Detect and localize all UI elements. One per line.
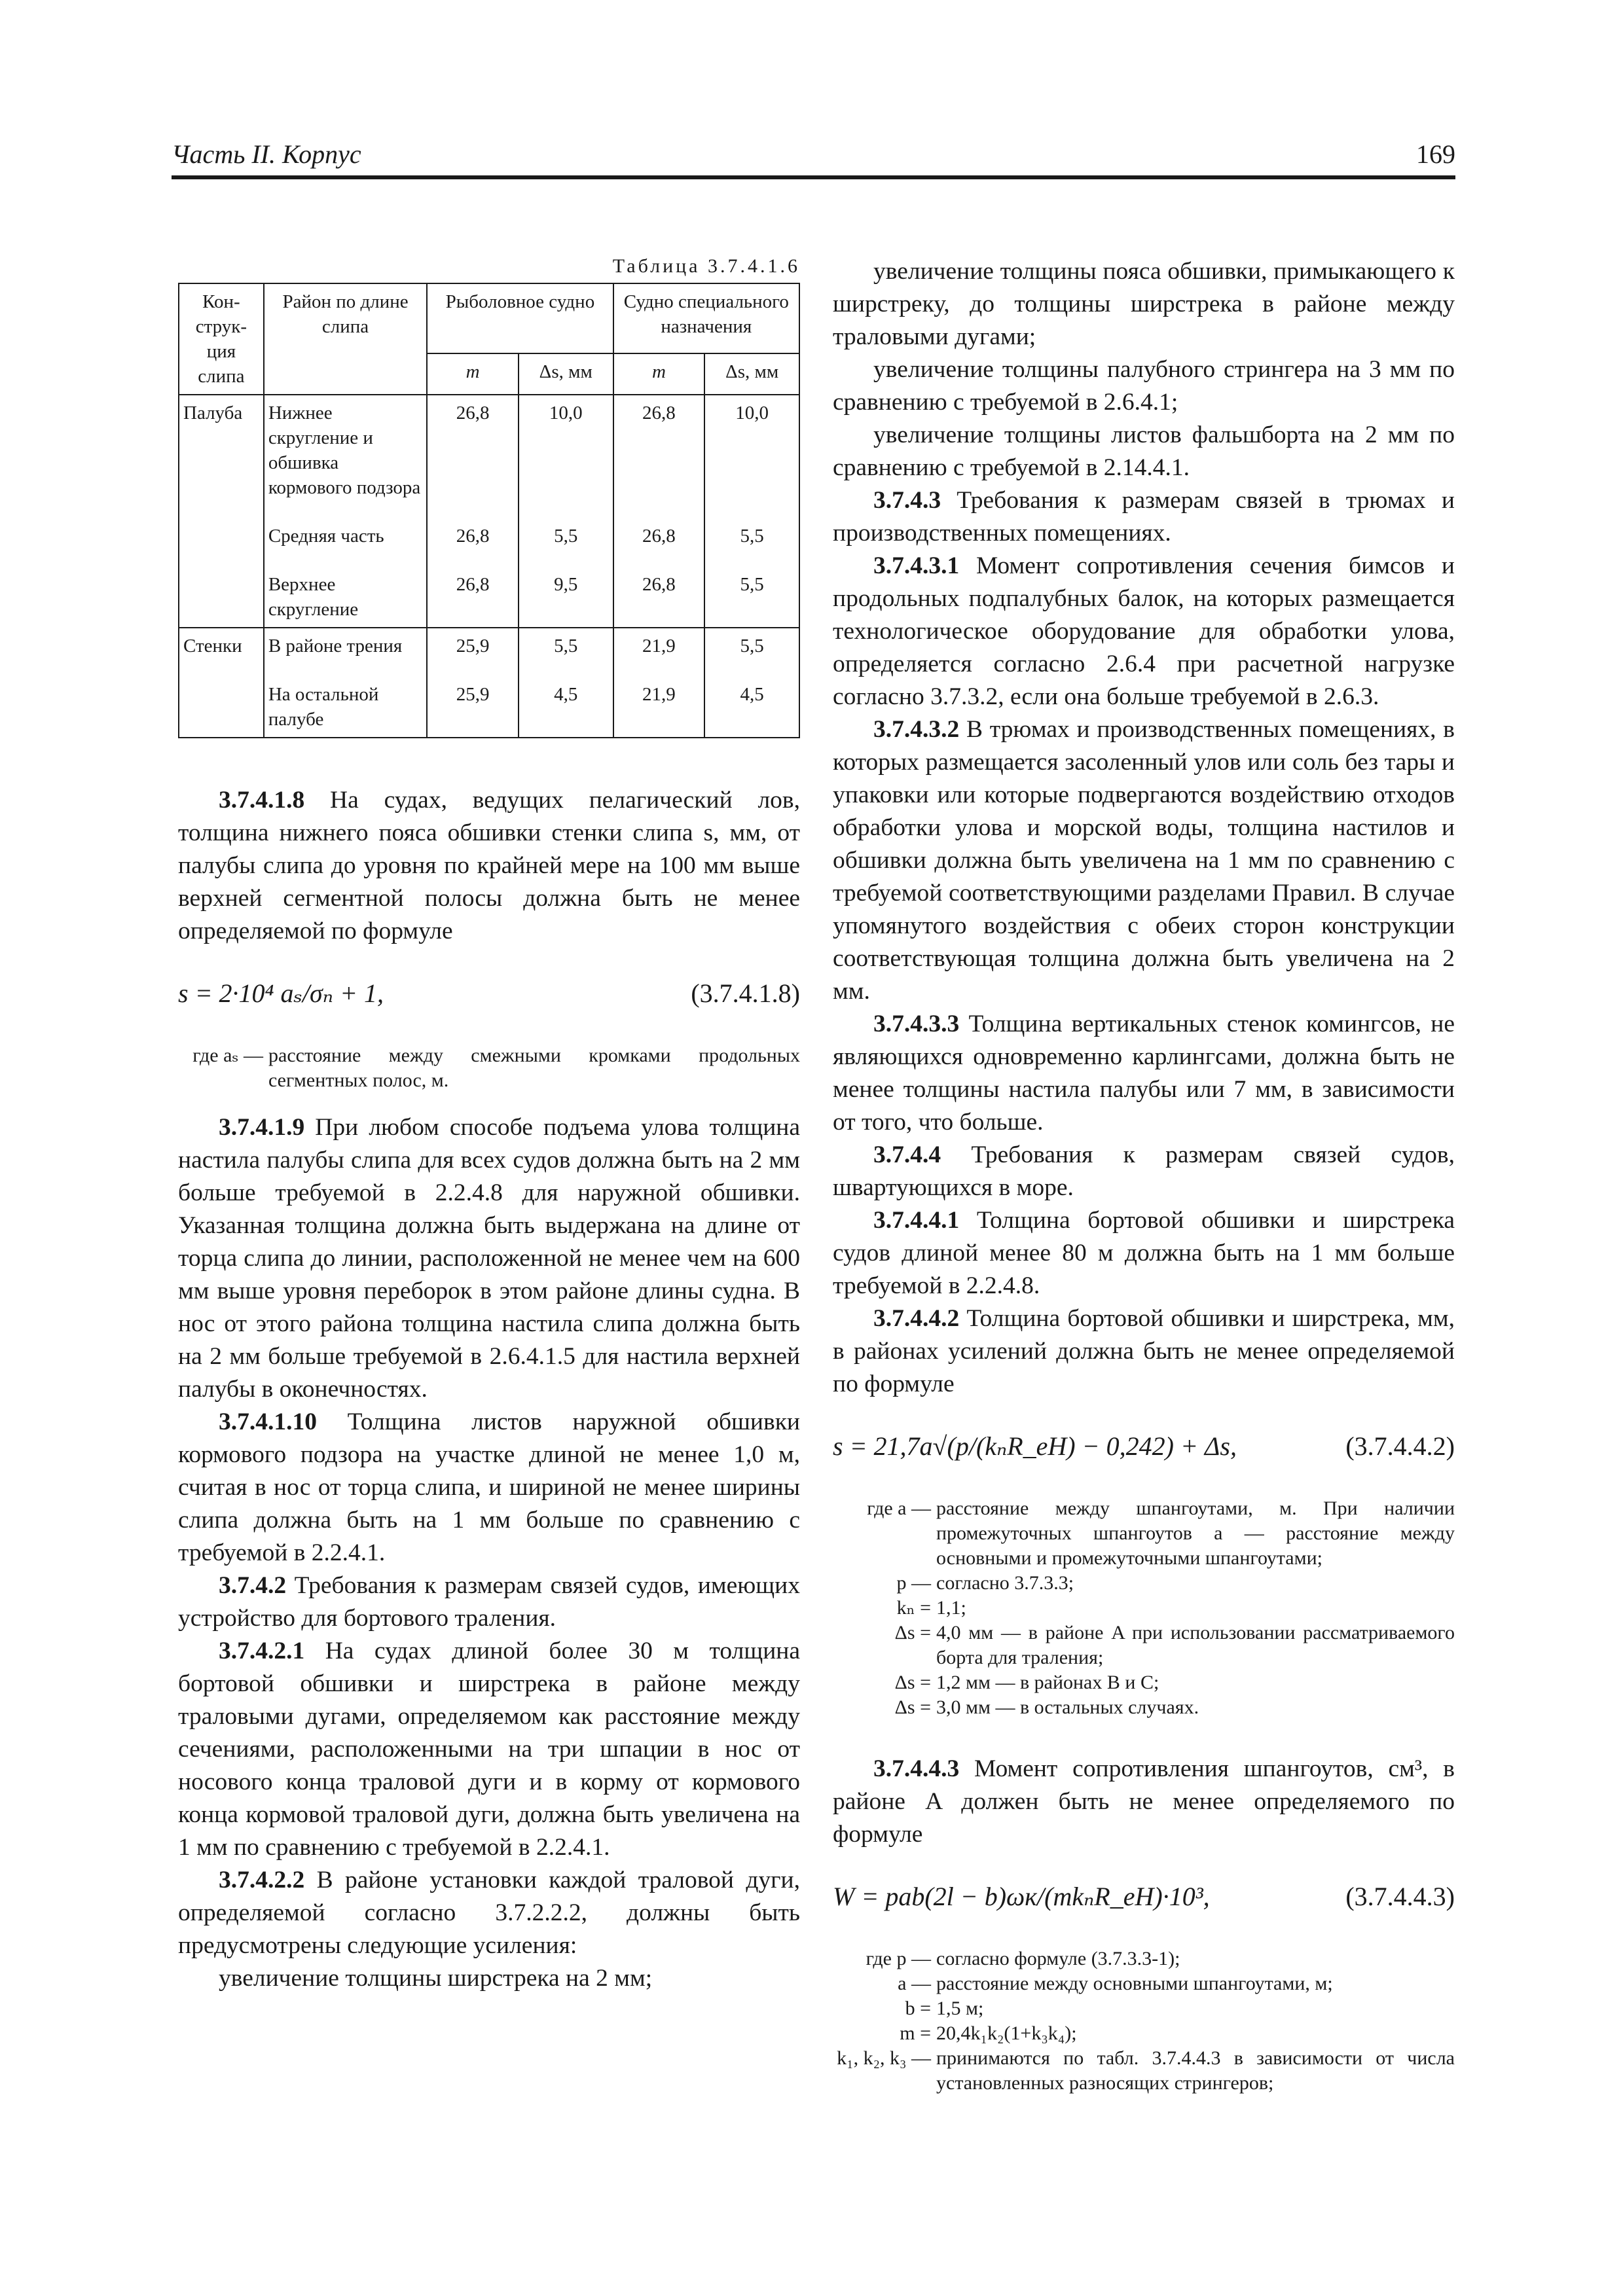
formula-3-7-4-1-8: s = 2·10⁴ aₛ/σₙ + 1, (3.7.4.1.8): [178, 978, 800, 1008]
header-structure: Кон-струк-ция слипа: [179, 283, 264, 395]
header-ds: Δs, мм: [519, 353, 613, 395]
table-row: Средняя часть 26,8 5,5 26,8 5,5: [179, 505, 799, 554]
left-column: [178, 255, 800, 1995]
page-number: 169: [1416, 139, 1455, 169]
table-row: Верхнее скругление 26,8 9,5 26,8 5,5: [179, 554, 799, 628]
paragraph-3-7-4-4: 3.7.4.4 Требования к размерам связей судов, швартующихся в море.: [833, 1141, 1455, 1201]
table-row: Палуба Нижнее скругление и обшивка кормового подзора 26,8 10,0 26,8 10,0: [179, 395, 799, 505]
header-area: Район по длине слипа: [264, 283, 427, 395]
table-caption: Таблица 3.7.4.1.6: [612, 255, 800, 277]
paragraph-3-7-4-4-3: 3.7.4.4.3 Момент сопротивления шпангоутов, см³, в районе A должен быть не менее определяемого по формуле: [833, 1755, 1455, 1848]
header-m: m: [427, 353, 519, 395]
header-fishing-vessel: Рыболовное судно: [427, 283, 613, 353]
paragraph-3-7-4-1-9: 3.7.4.1.9 При любом способе подъема улова толщина настила палубы слипа для всех судов должна быть на 2 мм больше требуемой в 2.2.4.8 для наружной обшивки. Указанная толщина должна быть выдержана на длине от торца слипа до линии, расположенной не менее чем на 600 мм выше уровня переборок в этом районе длины судна. В нос от этого района толщина настила слипа должна быть на 2 мм больше требуемой в 2.6.4.1.5 для настила верхней палубы в оконечностях.: [178, 1114, 800, 1403]
header-rule: [172, 175, 1455, 179]
formula-3-7-4-4-3: W = pab(2l − b)ωк/(mkₙR_eH)·10³, (3.7.4.4.3): [833, 1882, 1455, 1911]
list-item: увеличение толщины пояса обшивки, примыкающего к ширстреку, до толщины ширстрека в районе между траловыми дугами;: [833, 258, 1455, 350]
table-row: Стенки В районе трения 25,9 5,5 21,9 5,5: [179, 628, 799, 664]
paragraph-3-7-4-2-2: 3.7.4.2.2 В районе установки каждой траловой дуги, определяемой согласно 3.7.2.2.2, должны быть предусмотрены следующие усиления:: [178, 1867, 800, 1959]
paragraph-3-7-4-3-1: 3.7.4.3.1 Момент сопротивления сечения бимсов и продольных подпалубных балок, на которых размещается технологическое оборудование для обработки улова, определяется согласно 2.6.4 при расчетной нагрузке согласно 3.7.3.2, если она больше требуемой в 2.6.3.: [833, 552, 1455, 710]
paragraph-3-7-4-2-1: 3.7.4.2.1 На судах длиной более 30 м толщина бортовой обшивки и ширстрека в районе между траловыми дугами, определяемом как расстояние между сечениями, расположенными на три шпации в нос от носового конца траловой дуги и в корму от кормового конца кормовой траловой дуги, должна быть увеличена на 1 мм по сравнению с требуемой в 2.2.4.1.: [178, 1638, 800, 1861]
paragraph-3-7-4-4-2: 3.7.4.4.2 Толщина бортовой обшивки и ширстрека, мм, в районах усилений должна быть не менее определяемой по формуле: [833, 1305, 1455, 1397]
paragraph-3-7-4-4-1: 3.7.4.4.1 Толщина бортовой обшивки и ширстрека судов длиной менее 80 м должна быть на 1 мм больше требуемой в 2.2.4.8.: [833, 1207, 1455, 1299]
list-item: увеличение толщины палубного стрингера на 3 мм по сравнению с требуемой в 2.6.4.1;: [833, 356, 1455, 416]
running-header-section: Часть II. Корпус: [172, 139, 361, 169]
right-column: [833, 255, 1455, 2096]
header-m: m: [613, 353, 705, 395]
formula-legend: где p — согласно формуле (3.7.3.3-1); a — расстояние между основными шпангоутами, м; b = 1,5 м; m = 20,4k₁k₂(1+k₃k₄); k₁, k₂, k₃ — принимаются по табл. 3.7.4.4.3 в зависимости от числа установленных разносящих стрингеров;: [837, 1948, 1455, 2094]
slip-thickness-table: [178, 283, 800, 738]
paragraph-3-7-4-3-3: 3.7.4.3.3 Толщина вертикальных стенок комингсов, не являющихся одновременно карлингсами, должна быть не менее толщины настила палубы или 7 мм, в зависимости от того, что больше.: [833, 1011, 1455, 1136]
paragraph-3-7-4-1-8: 3.7.4.1.8 На судах, ведущих пелагический лов, толщина нижнего пояса обшивки стенки слипа s, мм, от палубы слипа до уровня по крайней мере на 100 мм выше верхней сегментной полосы должна быть не менее определяемой по формуле: [178, 787, 800, 944]
header-ds: Δs, мм: [704, 353, 799, 395]
list-item: увеличение толщины ширстрека на 2 мм;: [219, 1965, 653, 1992]
formula-legend: где a — расстояние между шпангоутами, м. При наличии промежуточных шпангоутов a — расстояние между основными и промежуточными шпангоутами; p — согласно 3.7.3.3; kₙ = 1,1; Δs = 4,0 мм — в районе A при использовании рассматриваемого борта для траления; Δs = 1,2 мм — в районах B и C; Δs = 3,0 мм — в остальных случаях.: [867, 1498, 1455, 1718]
paragraph-3-7-4-1-10: 3.7.4.1.10 Толщина листов наружной обшивки кормового подзора на участке длиной не менее 1,0 м, считая в нос от торца слипа, и шириной не менее ширины слипа должна быть на 1 мм больше по сравнению с требуемой в 2.2.4.1.: [178, 1408, 800, 1566]
paragraph-3-7-4-3: 3.7.4.3 Требования к размерам связей в трюмах и производственных помещениях.: [833, 487, 1455, 547]
header-special-vessel: Судно специального назначения: [613, 283, 799, 353]
table-row: На остальной палубе 25,9 4,5 21,9 4,5: [179, 664, 799, 738]
list-item: увеличение толщины листов фальшборта на 2 мм по сравнению с требуемой в 2.14.4.1.: [833, 422, 1455, 481]
formula-3-7-4-4-2: s = 21,7a√(p/(kₙR_eH) − 0,242) + Δs, (3.7.4.4.2): [833, 1431, 1455, 1461]
paragraph-3-7-4-2: 3.7.4.2 Требования к размерам связей судов, имеющих устройство для бортового траления.: [178, 1572, 800, 1632]
formula-legend: где aₛ — расстояние между смежными кромками продольных сегментных полос, м.: [192, 1045, 800, 1091]
paragraph-3-7-4-3-2: 3.7.4.3.2 В трюмах и производственных помещениях, в которых размещается засоленный улов или соль без тары и упаковки или которые подвергаются воздействию отходов обработки улова и морской воды, толщина настилов и обшивки должна быть увеличена на 1 мм по сравнению с требуемой соответствующими разделами Правил. В случае упомянутого воздействия с обеих сторон конструкции соответствующая толщина должна быть увеличена на 2 мм.: [833, 716, 1455, 1005]
